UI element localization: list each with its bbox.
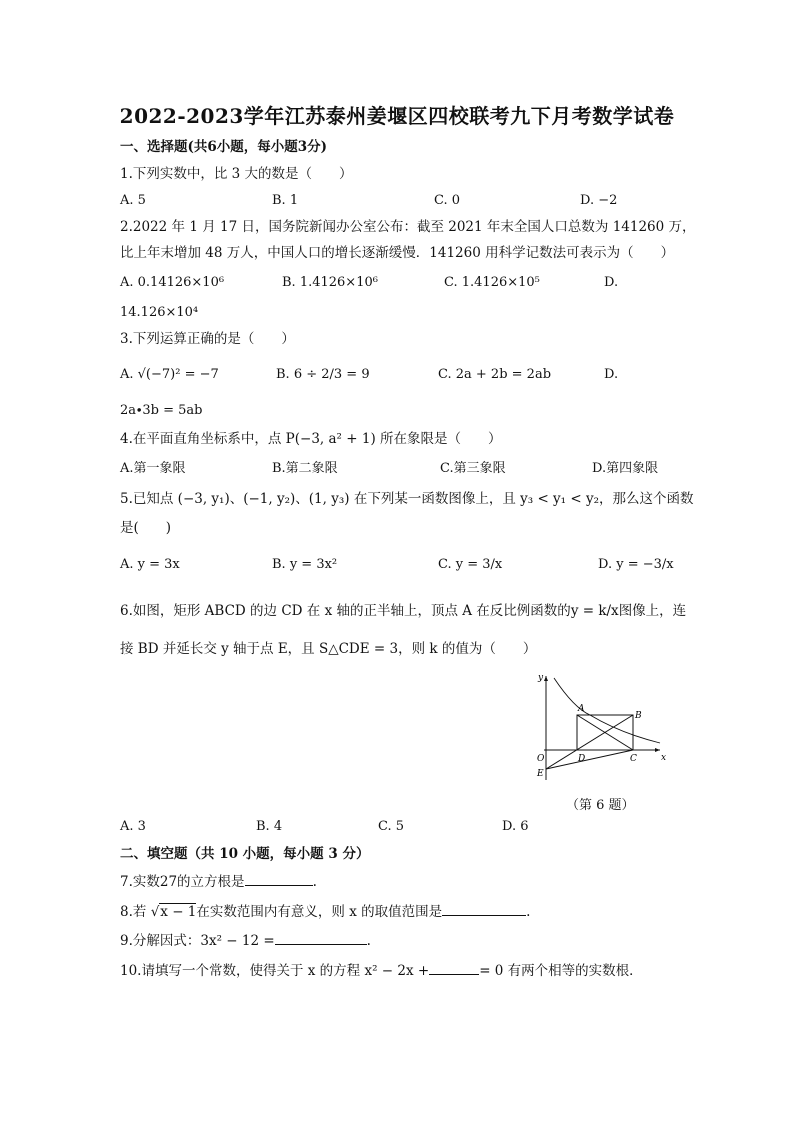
label-y: y — [538, 673, 544, 683]
q1-option-c: C. 0 — [434, 193, 461, 208]
q6-line-1-part-c: 图像上，连 — [618, 603, 687, 619]
q1-option-a: A. 5 — [120, 193, 146, 208]
label-a: A — [578, 704, 585, 714]
q3-option-c: C. 2a + 2b = 2ab — [438, 367, 552, 382]
q2-option-d: D. — [604, 275, 619, 290]
question-6-line-1 — [120, 602, 686, 620]
q6-option-c: C. 5 — [378, 819, 405, 834]
question-6-line-2: 接 BD 并延长交 y 轴于点 E，且 S△CDE = 3，则 k 的值为（ ） — [120, 641, 537, 657]
x-axis-arrow-icon — [655, 748, 660, 752]
q2-option-b: B. 1.4126×10⁶ — [282, 275, 378, 290]
q5-option-d: D. y = −3/x — [598, 557, 674, 572]
label-c: C — [630, 754, 637, 764]
q10-answer-blank[interactable] — [429, 962, 479, 975]
q6-line-1-function: y = k/x — [570, 603, 619, 619]
q4-option-c: C.第三象限 — [440, 461, 506, 476]
label-o: O — [537, 754, 545, 764]
q7-answer-blank[interactable] — [245, 873, 313, 886]
q6-option-a: A. 3 — [120, 819, 146, 834]
q3-option-d-value: 2a∙3b = 5ab — [120, 403, 203, 418]
question-2-line-2: 比上年末增加 48 万人，中国人口的增长逐渐缓慢．141260 用科学记数法可表示为（ ） — [120, 245, 675, 261]
q1-option-d: D. −2 — [580, 193, 618, 208]
q6-line-1-part-a: 6.如图，矩形 ABCD 的边 CD 在 x 轴的正半轴上，顶点 A 在反比例函数的 — [120, 603, 571, 619]
q8-text-a: 8.若 — [120, 904, 147, 920]
q2-option-c: C. 1.4126×10⁵ — [444, 275, 540, 290]
q5-option-c: C. y = 3/x — [438, 557, 503, 572]
q3-option-b: B. 6 ÷ 2/3 = 9 — [276, 367, 370, 382]
question-7 — [120, 873, 317, 891]
q5-option-a: A. y = 3x — [120, 557, 180, 572]
q8-sqrt-sign: √ — [150, 904, 160, 920]
question-5-line-1: 5.已知点 (−3, y₁)、(−1, y₂)、(1, y₃) 在下列某一函数图像上，且 y₃ < y₁ < y₂，那么这个函数 — [120, 491, 694, 507]
question-1-stem: 1.下列实数中，比 3 大的数是（ ） — [120, 166, 353, 182]
q6-option-b: B. 4 — [256, 819, 283, 834]
q2-option-a: A. 0.14126×10⁶ — [120, 275, 225, 290]
label-x: x — [661, 753, 667, 763]
q6-figure-caption: （第 6 题） — [566, 798, 635, 813]
q7-text: 7.实数27的立方根是 — [120, 874, 245, 890]
q9-answer-blank[interactable] — [275, 932, 367, 945]
question-4-stem: 4.在平面直角坐标系中，点 P(−3, a² + 1) 所在象限是（ ） — [120, 431, 502, 447]
label-e: E — [537, 769, 544, 779]
q5-option-b: B. y = 3x² — [272, 557, 338, 572]
label-d: D — [578, 754, 586, 764]
q4-option-d: D.第四象限 — [592, 461, 659, 476]
question-10 — [120, 962, 643, 980]
page-title: 2022-2023学年江苏泰州姜堰区四校联考九下月考数学试卷 — [119, 104, 675, 128]
q7-period: . — [312, 874, 317, 890]
question-2-line-1: 2.2022 年 1 月 17 日，国务院新闻办公室公布：截至 2021 年末全国人口总数为 141260 万， — [120, 219, 696, 235]
q8-sqrt-radicand: x − 1 — [160, 904, 197, 920]
q9-period: . — [366, 933, 371, 949]
y-axis-arrow-icon — [544, 676, 548, 681]
label-b: B — [635, 711, 642, 721]
q2-option-d-value: 14.126×10⁴ — [120, 305, 199, 320]
q6-option-d: D. 6 — [502, 819, 529, 834]
q8-text-b: 在实数范围内有意义，则 x 的取值范围是 — [196, 904, 443, 920]
q8-answer-blank[interactable] — [442, 903, 526, 916]
section-1-heading: 一、选择题(共6小题，每小题3分) — [120, 139, 328, 155]
q9-text: 9.分解因式：3x² − 12 = — [120, 933, 275, 949]
question-8 — [120, 903, 530, 921]
q10-text-b: = 0 有两个相等的实数根． — [479, 963, 643, 979]
q1-option-b: B. 1 — [272, 193, 299, 208]
question-3-stem: 3.下列运算正确的是（ ） — [120, 331, 295, 347]
q3-option-a: A. √(−7)² = −7 — [120, 367, 219, 382]
question-5-line-2: 是( ) — [120, 520, 172, 536]
q4-option-a: A.第一象限 — [120, 461, 186, 476]
question-9 — [120, 932, 371, 950]
line-ec — [546, 750, 633, 769]
q8-period: . — [526, 904, 531, 920]
section-2-heading: 二、填空题（共 10 小题，每小题 3 分） — [120, 846, 370, 862]
q6-figure — [530, 668, 680, 788]
q10-text-a: 10.请填写一个常数，使得关于 x 的方程 x² − 2x + — [120, 963, 430, 979]
q3-option-d: D. — [604, 367, 619, 382]
q4-option-b: B.第二象限 — [272, 461, 338, 476]
